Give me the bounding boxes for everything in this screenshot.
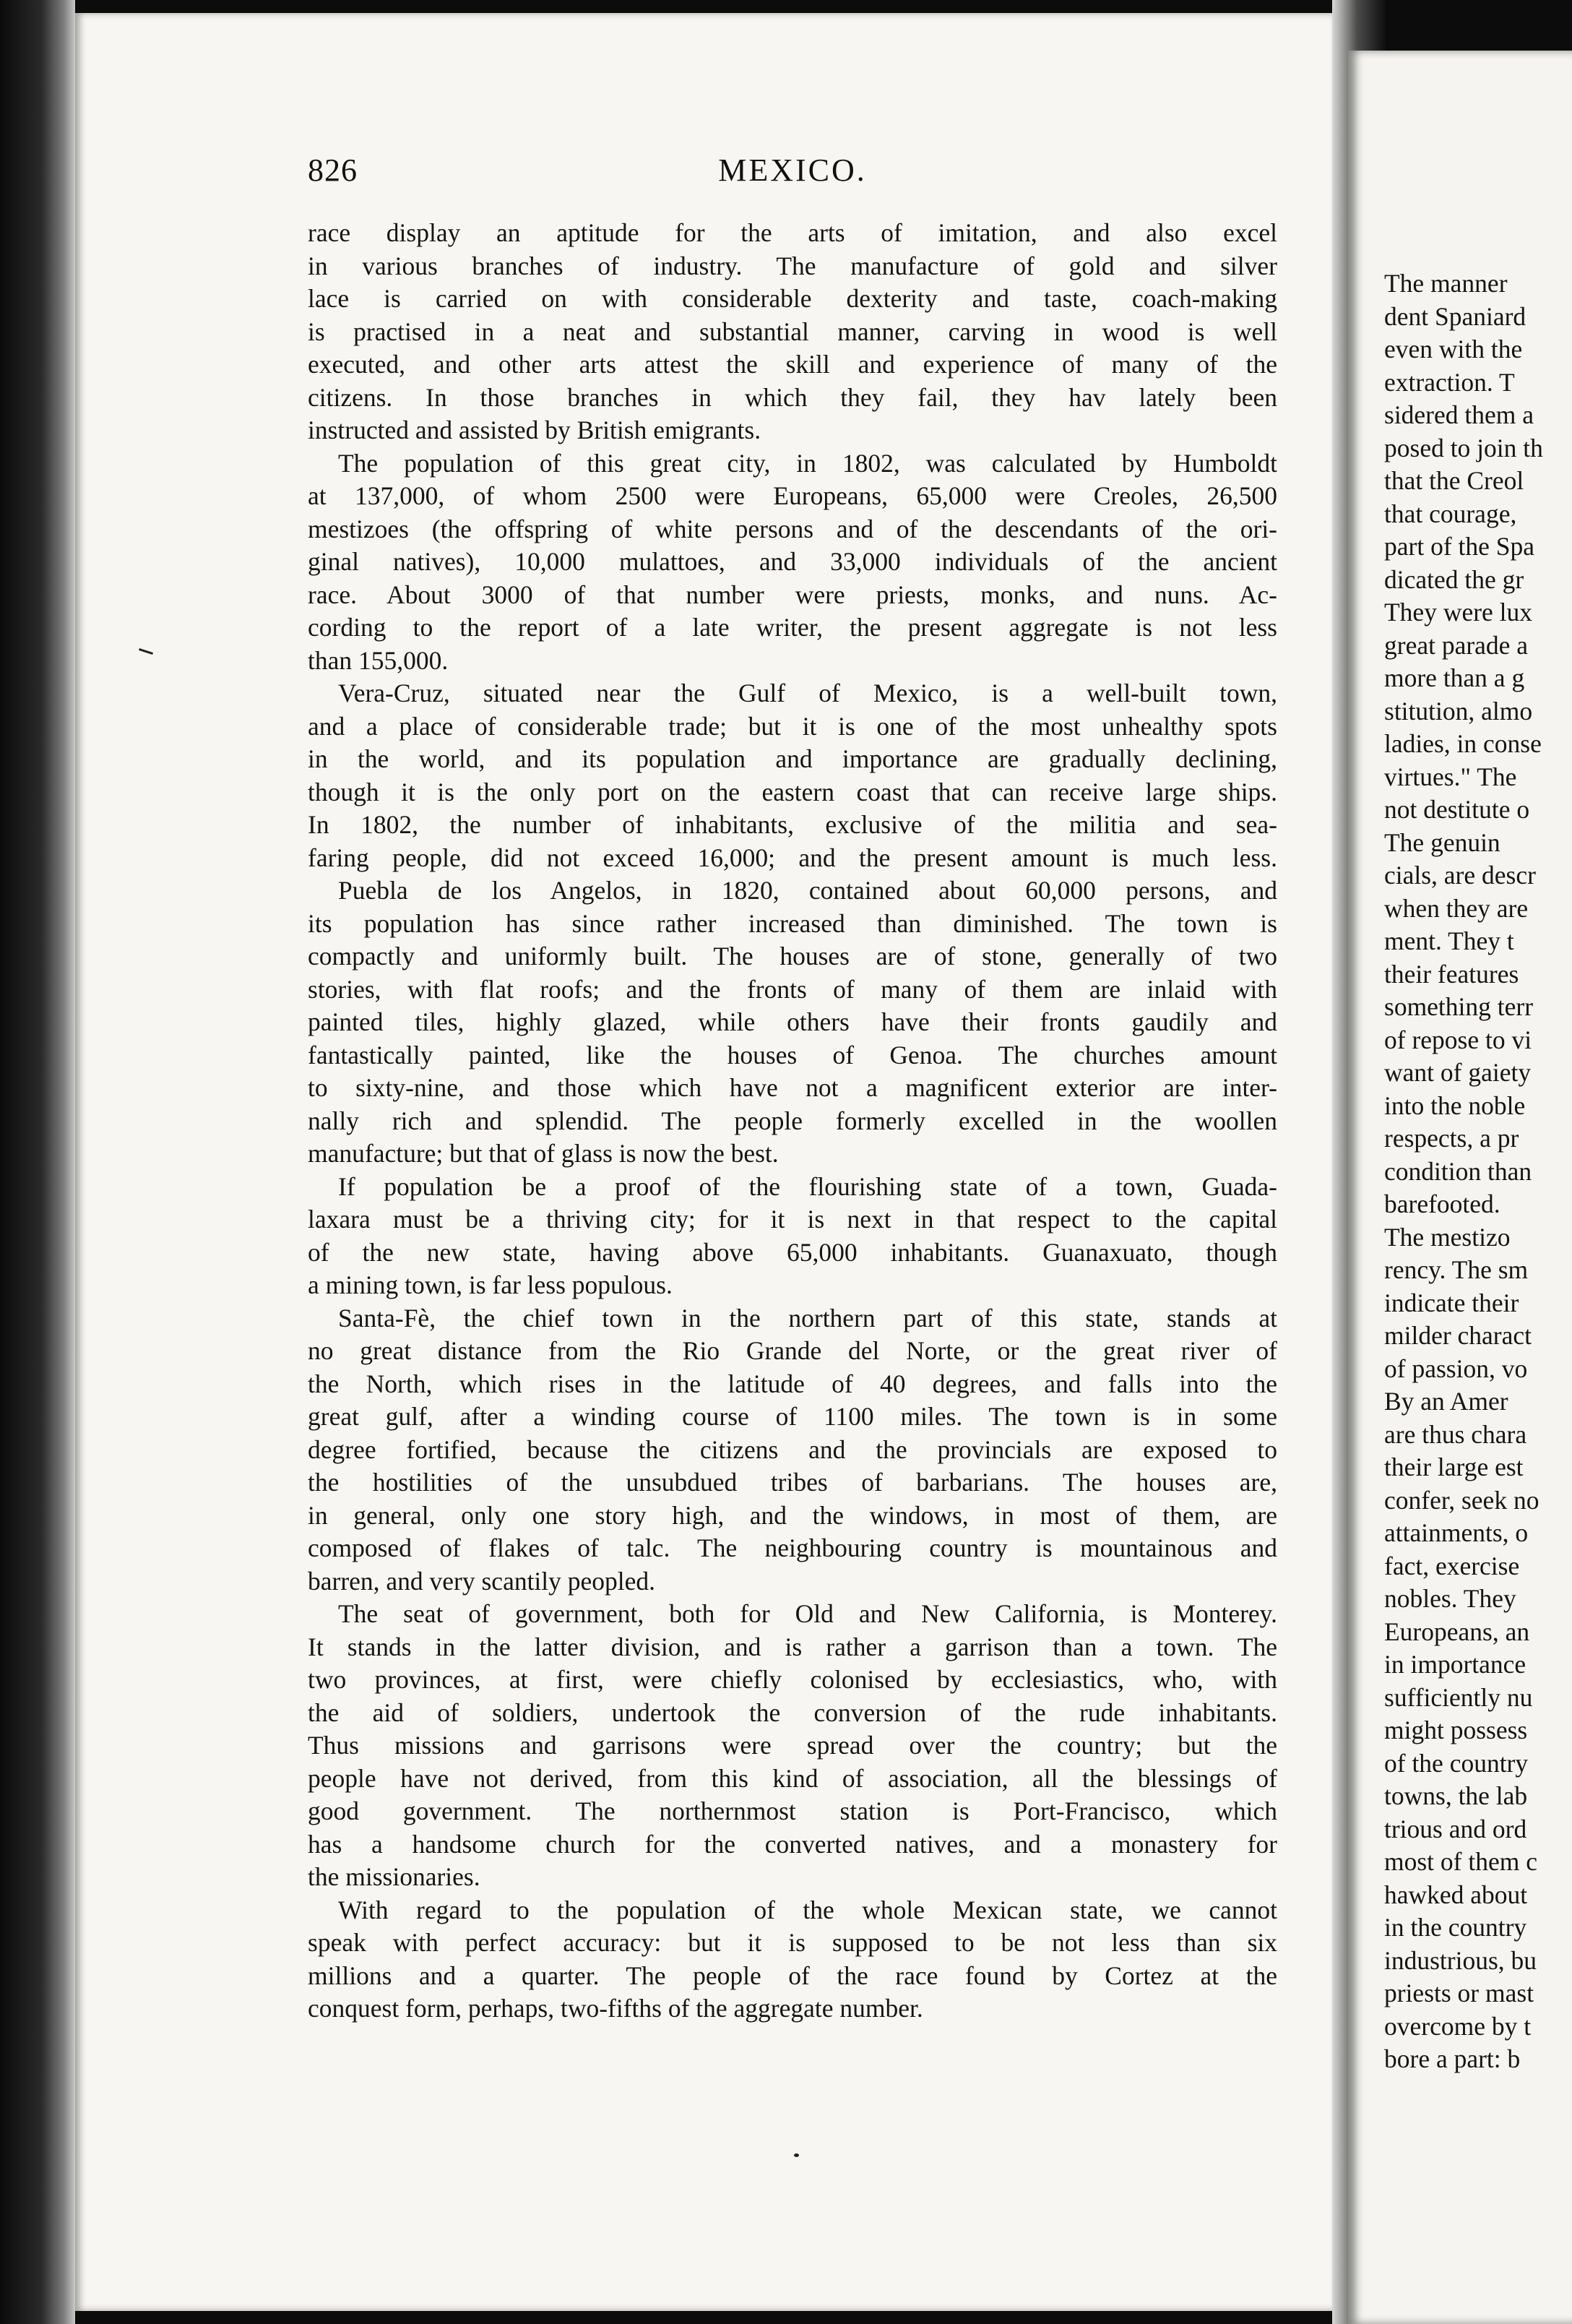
- text-line: stories, with flat roofs; and the fronts of many of them are inlaid with: [308, 974, 1277, 1004]
- text-line: at 137,000, of whom 2500 were Europeans, 65,000 were Creoles, 26,500: [308, 481, 1277, 510]
- text-line: its population has since rather increased than diminished. The town is: [308, 908, 1277, 938]
- text-line: might possess: [1384, 1716, 1528, 1744]
- text-line: that courage,: [1384, 499, 1517, 528]
- text-line: their features: [1384, 959, 1519, 989]
- text-line: executed, and other arts attest the skill and experience of many of the: [308, 350, 1277, 379]
- left-page-text: [308, 217, 1277, 2026]
- text-line: Puebla de los Angelos, in 1820, contained about 60,000 persons, and: [338, 876, 1277, 905]
- text-line: part of the Spa: [1384, 532, 1535, 561]
- text-line: They were lux: [1384, 598, 1533, 627]
- right-page: [1348, 51, 1572, 2324]
- page-header: [308, 152, 1277, 195]
- text-line: of repose to vi: [1384, 1025, 1532, 1054]
- text-line: of the country: [1384, 1748, 1529, 1778]
- text-line: It stands in the latter division, and is rather a garrison than a town. The: [308, 1632, 1277, 1661]
- text-line: has a handsome church for the converted natives, and a monastery for: [308, 1829, 1277, 1859]
- text-line: Europeans, an: [1384, 1617, 1530, 1646]
- text-line: sidered them a: [1384, 400, 1534, 429]
- text-line: laxara must be a thriving city; for it is next in that respect to the capital: [308, 1205, 1277, 1234]
- text-line: citizens. In those branches in which they fail, they hav lately been: [308, 382, 1277, 412]
- page-number: 826: [308, 152, 358, 188]
- text-line: than 155,000.: [308, 645, 449, 675]
- text-line: to sixty-nine, and those which have not a magnificent exterior are inter-: [308, 1073, 1277, 1102]
- text-line: something terr: [1384, 992, 1534, 1021]
- text-line: overcome by t: [1384, 2011, 1532, 2041]
- text-line: lace is carried on with considerable dexterity and taste, coach-making: [308, 284, 1277, 313]
- text-line: barefooted.: [1384, 1189, 1500, 1218]
- text-line: fact, exercise: [1384, 1551, 1520, 1580]
- text-line: composed of flakes of talc. The neighbouring country is mountainous and: [308, 1533, 1277, 1562]
- text-line: good government. The northernmost station is Port-Francisco, which: [308, 1796, 1277, 1825]
- text-line: hawked about: [1384, 1880, 1528, 1909]
- text-line: though it is the only port on the eastern coast that can receive large ships.: [308, 777, 1277, 806]
- text-line: the aid of soldiers, undertook the conversion of the rude inhabitants.: [308, 1697, 1277, 1727]
- text-line: instructed and assisted by British emigrants.: [308, 416, 761, 444]
- text-line: ladies, in conse: [1384, 729, 1542, 758]
- text-line: manufacture; but that of glass is now the best.: [308, 1139, 779, 1168]
- text-line: in importance: [1384, 1650, 1526, 1679]
- text-line: cording to the report of a late writer, the present aggregate is not less: [308, 613, 1277, 642]
- text-line: great parade a: [1384, 630, 1529, 660]
- text-line: painted tiles, highly glazed, while others have their fronts gaudily and: [308, 1007, 1277, 1036]
- text-line: industrious, bu: [1384, 1945, 1537, 1975]
- text-line: The manner: [1384, 269, 1508, 298]
- text-line: priests or mast: [1384, 1979, 1534, 2007]
- text-line: race display an aptitude for the arts of imitation, and also excel: [308, 218, 1277, 247]
- running-title: MEXICO.: [718, 152, 867, 188]
- text-line: of passion, vo: [1384, 1353, 1528, 1383]
- text-line: sufficiently nu: [1384, 1682, 1533, 1712]
- text-line: degree fortified, because the citizens and the provincials are exposed to: [308, 1434, 1277, 1464]
- text-line: Vera-Cruz, situated near the Gulf of Mexico, is a well-built town,: [338, 679, 1277, 707]
- text-line: nally rich and splendid. The people formerly excelled in the woollen: [308, 1106, 1277, 1135]
- text-line: rency. The sm: [1384, 1255, 1529, 1284]
- text-line: dicated the gr: [1384, 564, 1524, 594]
- text-line: If population be a proof of the flourishing state of a town, Guada-: [338, 1171, 1277, 1201]
- text-line: great gulf, after a winding course of 1100 miles. The town is in some: [308, 1402, 1277, 1431]
- text-line: in general, only one story high, and the windows, in most of them, are: [308, 1500, 1277, 1530]
- text-line: the missionaries.: [308, 1862, 480, 1891]
- text-line: are thus chara: [1384, 1419, 1527, 1449]
- text-line: By an Amer: [1384, 1387, 1508, 1416]
- text-line: Santa-Fè, the chief town in the northern part of this state, stands at: [338, 1303, 1277, 1333]
- text-line: With regard to the population of the whole Mexican state, we cannot: [338, 1895, 1277, 1924]
- text-line: the hostilities of the unsubdued tribes of barbarians. The houses are,: [308, 1468, 1277, 1497]
- text-line: compactly and uniformly built. The houses are of stone, generally of two: [308, 942, 1277, 971]
- text-line: The seat of government, both for Old and New California, is Monterey.: [338, 1599, 1277, 1628]
- text-line: fantastically painted, like the houses of Genoa. The churches amount: [308, 1040, 1277, 1070]
- text-line: into the noble: [1384, 1090, 1526, 1120]
- text-line: the North, which rises in the latitude of 40 degrees, and falls into the: [308, 1369, 1277, 1398]
- text-line: ment. They t: [1384, 926, 1514, 955]
- text-line: speak with perfect accuracy: but it is supposed to be not less than six: [308, 1928, 1277, 1957]
- text-line: a mining town, is far less populous.: [308, 1270, 673, 1299]
- text-line: virtues." The: [1384, 762, 1517, 791]
- text-line: race. About 3000 of that number were priests, monks, and nuns. Ac-: [308, 580, 1277, 609]
- text-line: dent Spaniard: [1384, 301, 1526, 331]
- text-line: posed to join th: [1384, 433, 1543, 462]
- text-line: bore a part: b: [1384, 2044, 1521, 2073]
- text-line: two provinces, at first, were chiefly colonised by ecclesiastics, who, with: [308, 1665, 1277, 1694]
- text-line: stitution, almo: [1384, 696, 1533, 726]
- text-line: in the world, and its population and importance are gradually declining,: [308, 744, 1277, 773]
- text-line: Thus missions and garrisons were spread over the country; but the: [308, 1731, 1277, 1760]
- text-line: In 1802, the number of inhabitants, exclusive of the militia and sea-: [308, 810, 1277, 839]
- text-line: not destitute o: [1384, 795, 1530, 824]
- text-line: indicate their: [1384, 1288, 1519, 1317]
- text-line: more than a g: [1384, 663, 1525, 692]
- text-line: is practised in a neat and substantial manner, carving in wood is well: [308, 317, 1277, 346]
- text-line: towns, the lab: [1384, 1781, 1528, 1810]
- text-line: most of them c: [1384, 1847, 1537, 1876]
- text-line: The genuin: [1384, 827, 1500, 857]
- right-page-text: [1384, 267, 1572, 2076]
- text-line: nobles. They: [1384, 1584, 1516, 1613]
- text-line: their large est: [1384, 1452, 1524, 1481]
- text-line: that the Creol: [1384, 466, 1524, 495]
- text-line: trious and ord: [1384, 1814, 1527, 1843]
- ink-speck: [794, 2153, 799, 2157]
- text-line: of the new state, having above 65,000 inhabitants. Guanaxuato, though: [308, 1237, 1277, 1267]
- text-line: barren, and very scantily peopled.: [308, 1566, 656, 1596]
- text-line: no great distance from the Rio Grande del Norte, or the great river of: [308, 1336, 1277, 1365]
- text-line: in the country: [1384, 1913, 1527, 1942]
- text-line: mestizoes (the offspring of white persons and of the descendants of the ori-: [308, 514, 1277, 543]
- text-line: conquest form, perhaps, two-fifths of the aggregate number.: [308, 1994, 923, 2023]
- text-line: even with the: [1384, 335, 1523, 363]
- text-line: faring people, did not exceed 16,000; and the present amount is much less.: [308, 843, 1277, 872]
- text-line: and a place of considerable trade; but it is one of the most unhealthy spots: [308, 711, 1277, 741]
- text-line: ginal natives), 10,000 mulattoes, and 33,000 individuals of the ancient: [308, 547, 1277, 576]
- text-line: people have not derived, from this kind of association, all the blessings of: [308, 1763, 1277, 1793]
- text-line: condition than: [1384, 1156, 1532, 1186]
- text-line: The population of this great city, in 1802, was calculated by Humboldt: [338, 448, 1277, 478]
- text-line: milder charact: [1384, 1321, 1532, 1350]
- text-line: attainments, o: [1384, 1518, 1529, 1547]
- text-line: want of gaiety: [1384, 1058, 1532, 1087]
- text-line: when they are: [1384, 893, 1529, 923]
- text-line: extraction. T: [1384, 367, 1515, 397]
- text-line: confer, seek no: [1384, 1485, 1539, 1515]
- text-line: millions and a quarter. The people of the race found by Cortez at the: [308, 1961, 1277, 1990]
- text-line: respects, a pr: [1384, 1124, 1519, 1153]
- text-line: in various branches of industry. The manufacture of gold and silver: [308, 251, 1277, 280]
- text-line: The mestizo: [1384, 1222, 1511, 1252]
- text-line: cials, are descr: [1384, 861, 1536, 890]
- book-binding-left: [0, 0, 75, 2324]
